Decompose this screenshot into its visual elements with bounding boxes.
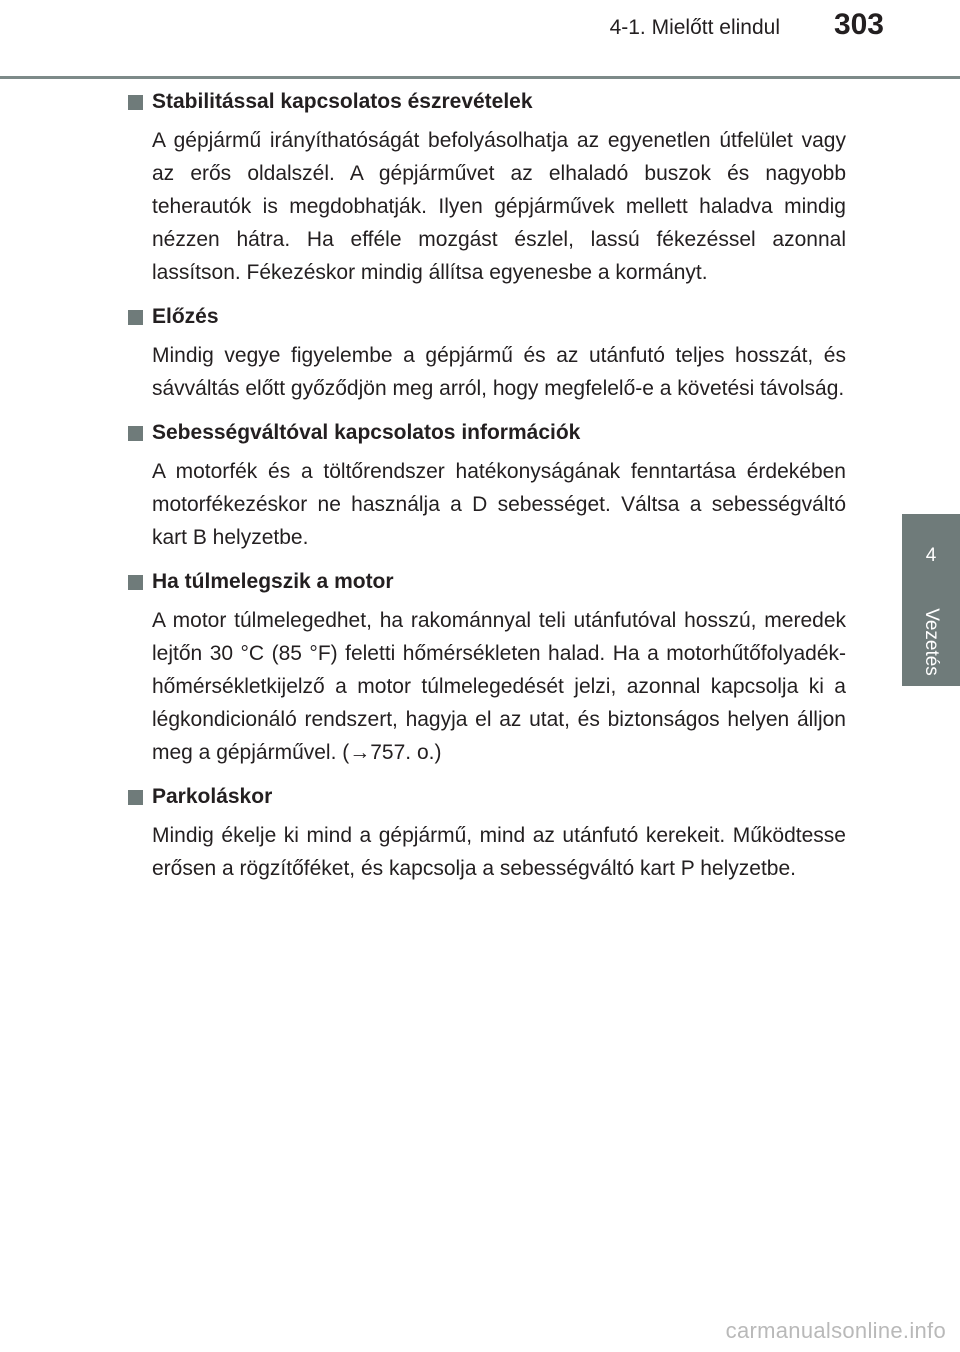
watermark: carmanualsonline.info	[725, 1318, 946, 1343]
section-heading: Előzés	[152, 305, 219, 328]
section-transmission	[128, 417, 846, 554]
section-heading: Sebességváltóval kapcsolatos információk	[152, 421, 581, 444]
page-content	[128, 86, 846, 897]
square-bullet-icon	[128, 426, 143, 441]
section-heading: Parkoláskor	[152, 785, 273, 808]
chapter-tab	[902, 514, 960, 598]
square-bullet-icon	[128, 575, 143, 590]
chapter-label-tab	[902, 598, 960, 686]
section-overtaking	[128, 301, 846, 405]
chapter-number: 4	[925, 545, 937, 566]
section-heading: Stabilitással kapcsolatos észrevételek	[152, 90, 533, 113]
square-bullet-icon	[128, 790, 143, 805]
chapter-label: Vezetés	[921, 608, 942, 676]
section-title: 4-1. Mielőtt elindul	[609, 16, 780, 39]
header-divider	[0, 76, 960, 79]
section-stability	[128, 86, 846, 289]
square-bullet-icon	[128, 95, 143, 110]
page-number: 303	[833, 8, 884, 41]
section-text: Mindig vegye figyelembe a gépjármű és az utánfutó teljes hosszát, és sávváltás előtt győződjön meg arról, hogy megfelelő-e a követési távolság.	[152, 344, 846, 400]
section-text: Mindig ékelje ki mind a gépjármű, mind az utánfutó kerekeit. Működtesse erősen a rögzítőféket, és kapcsolja a sebességváltó kart P helyzetbe.	[152, 824, 846, 880]
square-bullet-icon	[128, 310, 143, 325]
section-text: A motor túlmelegedhet, ha rakománnyal teli utánfutóval hosszú, meredek lejtőn 30 °C (85 °F) feletti hőmérsékleten halad. Ha a motorhűtőfolyadék-hőmérsékletkijelző a motor túlmelegedését jelzi, azonnal kapcsolja ki a légkondicionáló rendszert, hagyja el az utat, és biztonságos helyen álljon meg a gépjárművel. (→757. o.)	[152, 609, 846, 764]
section-text: A motorfék és a töltőrendszer hatékonyságának fenntartása érdekében motorfékezéskor ne használja a D sebességet. Váltsa a sebességváltó kart B helyzetbe.	[152, 460, 846, 549]
section-overheating	[128, 566, 846, 769]
section-heading: Ha túlmelegszik a motor	[152, 570, 394, 593]
section-text: A gépjármű irányíthatóságát befolyásolhatja az egyenetlen útfelület vagy az erős oldalszél. A gépjárművet az elhaladó buszok és nagyobb teherautók is megdobhatják. Ilyen gépjárművek mellett haladva mindig nézzen hátra. Ha efféle mozgást észlel, lassú fékezéssel azonnal lassítson. Fékezéskor mindig állítsa egyenesbe a kormányt.	[152, 129, 846, 284]
page-header	[0, 0, 960, 80]
section-parking	[128, 781, 846, 885]
